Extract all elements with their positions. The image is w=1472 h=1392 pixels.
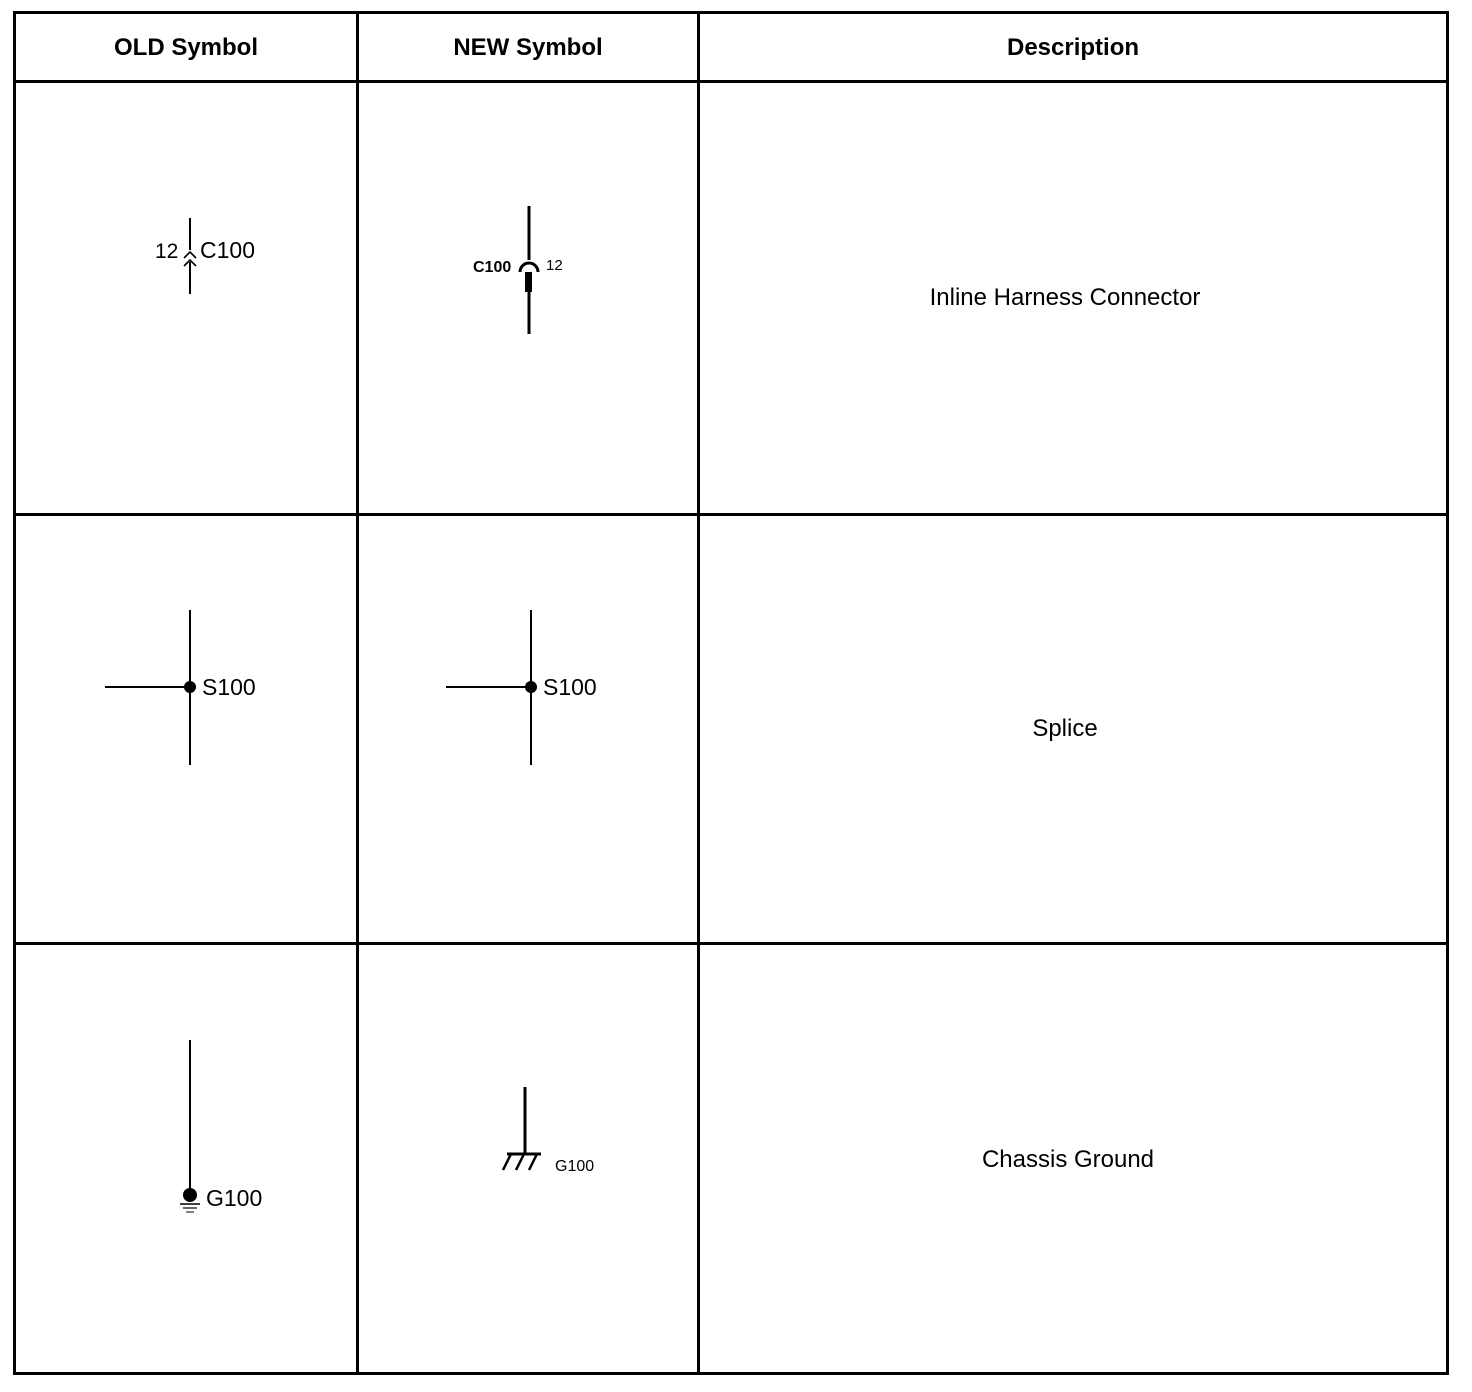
old-connector-label: C100 — [200, 237, 255, 263]
old-splice-label: S100 — [202, 674, 256, 700]
old-chassis-ground-icon — [160, 1035, 280, 1215]
new-splice-label: S100 — [543, 674, 597, 700]
description-inline-connector: Inline Harness Connector — [929, 284, 1201, 311]
old-splice-icon — [100, 605, 280, 770]
new-connector-label: C100 — [473, 259, 512, 276]
old-connector-pin: 12 — [155, 240, 179, 263]
new-connector-pin: 12 — [546, 257, 563, 274]
description-chassis-ground: Chassis Ground — [981, 1146, 1155, 1173]
new-splice-icon — [441, 605, 621, 770]
column-divider — [356, 14, 359, 1372]
old-inline-connector-icon — [140, 210, 280, 310]
header-new-symbol: NEW Symbol — [453, 34, 603, 61]
new-inline-connector-icon — [470, 200, 590, 340]
new-ground-label: G100 — [555, 1158, 595, 1175]
header-description: Description — [1006, 34, 1140, 61]
description-splice: Splice — [1032, 715, 1098, 742]
old-ground-label: G100 — [206, 1185, 263, 1211]
header-old-symbol: OLD Symbol — [113, 34, 258, 61]
new-chassis-ground-icon — [495, 1082, 615, 1182]
